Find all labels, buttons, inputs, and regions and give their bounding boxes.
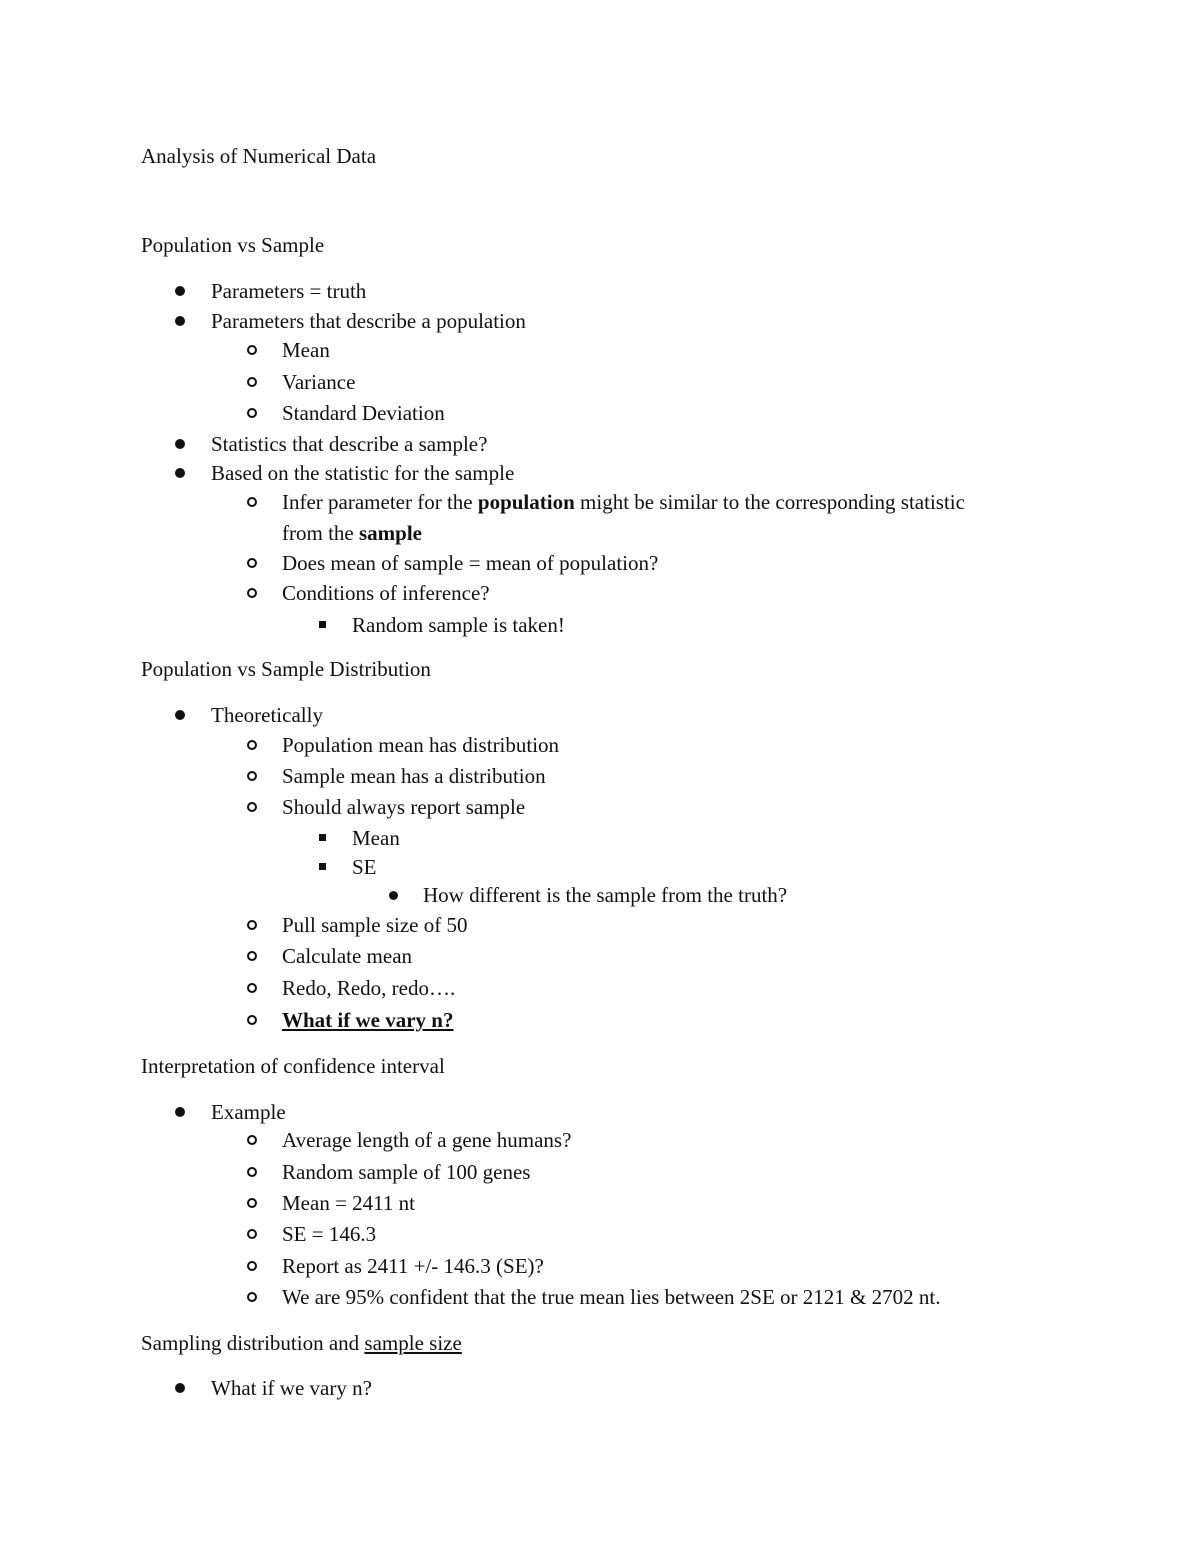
list-item: How different is the sample from the truth? <box>423 883 788 907</box>
list-item: Report as 2411 +/- 146.3 (SE)? <box>282 1254 544 1278</box>
section-heading: Interpretation of confidence interval <box>141 1054 445 1078</box>
section-heading: Population vs Sample Distribution <box>141 657 431 681</box>
bullet-disc-icon <box>175 439 185 449</box>
bullet-circle-icon <box>247 377 257 387</box>
list-item: Mean <box>282 338 330 362</box>
bullet-disc-icon <box>175 286 185 296</box>
list-item: We are 95% confident that the true mean lies between 2SE or 2121 & 2702 nt. <box>282 1285 941 1309</box>
bullet-disc-icon <box>175 468 185 478</box>
list-item: Standard Deviation <box>282 401 445 425</box>
bullet-circle-icon <box>247 497 257 507</box>
bullet-disc-icon <box>175 1383 185 1393</box>
list-item: What if we vary n? <box>211 1376 372 1400</box>
bullet-disc-icon <box>175 316 185 326</box>
list-item-continuation: from the sample <box>282 521 422 545</box>
bullet-disc-icon <box>175 1107 185 1117</box>
bullet-circle-icon <box>247 951 257 961</box>
list-item: Statistics that describe a sample? <box>211 432 488 456</box>
bullet-circle-icon <box>247 740 257 750</box>
list-item: Theoretically <box>211 703 323 727</box>
bullet-square-icon <box>319 863 326 870</box>
document-title: Analysis of Numerical Data <box>141 144 377 168</box>
bullet-circle-icon <box>247 1292 257 1302</box>
list-item: Pull sample size of 50 <box>282 913 468 937</box>
bullet-circle-icon <box>247 802 257 812</box>
bold-text: population <box>477 490 575 514</box>
list-item: Random sample is taken! <box>352 613 565 637</box>
list-item: Does mean of sample = mean of population? <box>282 551 659 575</box>
list-item: Sample mean has a distribution <box>282 764 546 788</box>
list-item: Population mean has distribution <box>282 733 560 757</box>
bullet-circle-icon <box>247 1261 257 1271</box>
bullet-circle-icon <box>247 1229 257 1239</box>
list-item: Should always report sample <box>282 795 526 819</box>
list-item: Example <box>211 1100 286 1124</box>
bullet-circle-icon <box>247 408 257 418</box>
bold-text: sample <box>358 521 422 545</box>
list-item: SE <box>352 855 377 879</box>
bullet-circle-icon <box>247 1015 257 1025</box>
underlined-text: sample size <box>364 1331 462 1355</box>
bullet-circle-icon <box>247 1167 257 1177</box>
list-item: Variance <box>282 370 356 394</box>
list-item: Mean <box>352 826 400 850</box>
bullet-circle-icon <box>247 345 257 355</box>
section-heading: Population vs Sample <box>141 233 325 257</box>
bullet-disc-icon <box>389 891 398 900</box>
bullet-circle-icon <box>247 983 257 993</box>
list-item: Parameters = truth <box>211 279 367 303</box>
list-item: Infer parameter for the population might be similar to the corresponding statistic <box>282 490 965 514</box>
list-item: Calculate mean <box>282 944 413 968</box>
list-item: Based on the statistic for the sample <box>211 461 515 485</box>
list-item: Average length of a gene humans? <box>282 1128 572 1152</box>
bullet-circle-icon <box>247 588 257 598</box>
list-item: Redo, Redo, redo…. <box>282 976 456 1000</box>
list-item: Parameters that describe a population <box>211 309 526 333</box>
bullet-disc-icon <box>175 710 185 720</box>
bullet-square-icon <box>319 621 326 628</box>
bullet-square-icon <box>319 834 326 841</box>
bullet-circle-icon <box>247 920 257 930</box>
bullet-circle-icon <box>247 1135 257 1145</box>
list-item: Conditions of inference? <box>282 581 490 605</box>
list-item: SE = 146.3 <box>282 1222 377 1246</box>
bullet-circle-icon <box>247 558 257 568</box>
bullet-circle-icon <box>247 1198 257 1208</box>
list-item: Mean = 2411 nt <box>282 1191 415 1215</box>
bullet-circle-icon <box>247 771 257 781</box>
list-item: Random sample of 100 genes <box>282 1160 531 1184</box>
section-heading: Sampling distribution and sample size <box>141 1331 462 1355</box>
list-item-emphasis: What if we vary n? <box>282 1008 454 1032</box>
